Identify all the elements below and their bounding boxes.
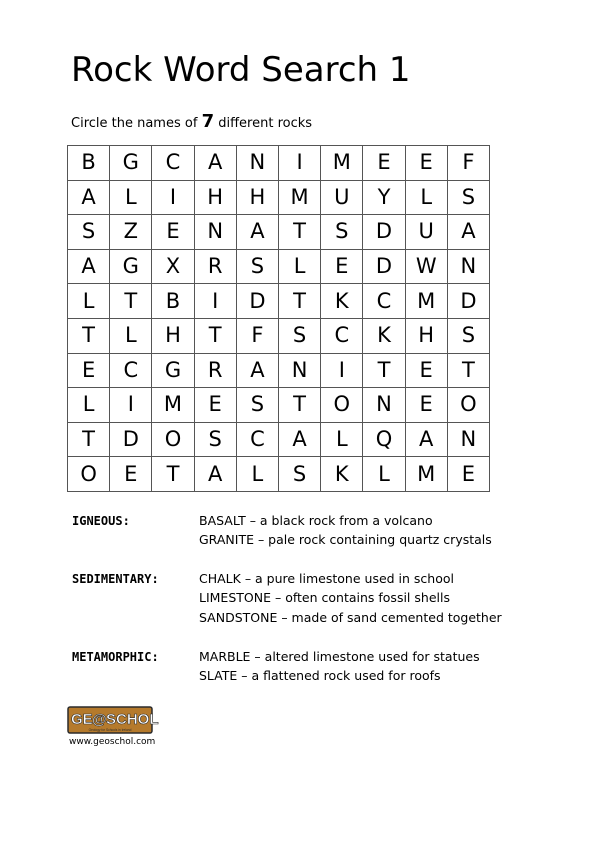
grid-cell[interactable]: E (195, 388, 237, 423)
grid-cell[interactable]: R (195, 250, 237, 285)
grid-cell[interactable]: T (68, 319, 110, 354)
grid-cell[interactable]: Z (110, 215, 152, 250)
grid-cell[interactable]: O (68, 457, 110, 492)
grid-cell[interactable]: C (152, 146, 194, 181)
grid-cell[interactable]: A (68, 250, 110, 285)
definition-basalt: BASALT – a black rock from a volcano (199, 513, 433, 528)
grid-cell[interactable]: N (279, 354, 321, 389)
grid-cell[interactable]: W (406, 250, 448, 285)
grid-cell[interactable]: B (152, 284, 194, 319)
grid-cell[interactable]: A (406, 423, 448, 458)
grid-cell[interactable]: K (321, 284, 363, 319)
category-sedimentary: SEDIMENTARY: (72, 572, 159, 586)
grid-cell[interactable]: C (110, 354, 152, 389)
definition-granite: GRANITE – pale rock containing quartz crystals (199, 532, 492, 547)
grid-cell[interactable]: C (321, 319, 363, 354)
grid-cell[interactable]: M (406, 457, 448, 492)
grid-cell[interactable]: S (237, 388, 279, 423)
grid-cell[interactable]: H (406, 319, 448, 354)
instruction-text-before: Circle the names of (71, 116, 198, 131)
grid-cell[interactable]: E (68, 354, 110, 389)
grid-cell[interactable]: E (448, 457, 490, 492)
grid-cell[interactable]: L (110, 319, 152, 354)
grid-cell[interactable]: S (321, 215, 363, 250)
grid-cell[interactable]: K (321, 457, 363, 492)
word-search-grid (67, 145, 490, 492)
grid-cell[interactable]: B (68, 146, 110, 181)
grid-cell[interactable]: M (321, 146, 363, 181)
grid-cell[interactable]: G (110, 250, 152, 285)
grid-cell[interactable]: A (237, 215, 279, 250)
grid-cell[interactable]: E (406, 146, 448, 181)
grid-cell[interactable]: O (321, 388, 363, 423)
grid-cell[interactable]: Y (363, 181, 405, 216)
grid-cell[interactable]: D (363, 215, 405, 250)
logo-text-right: SCHOL (106, 711, 159, 728)
definition-sandstone: SANDSTONE – made of sand cemented together (199, 610, 502, 625)
grid-cell[interactable]: A (237, 354, 279, 389)
grid-cell[interactable]: F (448, 146, 490, 181)
grid-cell[interactable]: S (68, 215, 110, 250)
grid-cell[interactable]: D (363, 250, 405, 285)
grid-cell[interactable]: E (321, 250, 363, 285)
grid-cell[interactable]: A (195, 146, 237, 181)
definition-limestone: LIMESTONE – often contains fossil shells (199, 590, 450, 605)
grid-cell[interactable]: E (110, 457, 152, 492)
instruction-text-after: different rocks (218, 116, 313, 131)
grid-cell[interactable]: L (321, 423, 363, 458)
grid-cell[interactable]: I (321, 354, 363, 389)
grid-cell[interactable]: X (152, 250, 194, 285)
grid-cell[interactable]: N (237, 146, 279, 181)
grid-cell[interactable]: T (279, 215, 321, 250)
logo-at-symbol: @ (92, 711, 107, 728)
grid-cell[interactable]: K (363, 319, 405, 354)
rock-count: 7 (201, 111, 215, 132)
grid-cell[interactable]: A (195, 457, 237, 492)
grid-cell[interactable]: T (110, 284, 152, 319)
grid-cell[interactable]: G (152, 354, 194, 389)
grid-cell[interactable]: L (279, 250, 321, 285)
definition-chalk: CHALK – a pure limestone used in school (199, 571, 454, 586)
grid-cell[interactable]: E (406, 354, 448, 389)
category-igneous: IGNEOUS: (72, 514, 130, 528)
grid-cell[interactable]: H (152, 319, 194, 354)
grid-cell[interactable]: S (279, 457, 321, 492)
grid-cell[interactable]: D (448, 284, 490, 319)
grid-cell[interactable]: T (68, 423, 110, 458)
grid-cell[interactable]: S (448, 319, 490, 354)
grid-cell[interactable]: E (152, 215, 194, 250)
definition-slate: SLATE – a flattened rock used for roofs (199, 668, 441, 683)
grid-cell[interactable]: S (279, 319, 321, 354)
grid-cell[interactable]: M (406, 284, 448, 319)
grid-cell[interactable]: S (237, 250, 279, 285)
grid-cell[interactable]: M (279, 181, 321, 216)
grid-cell[interactable]: L (237, 457, 279, 492)
grid-cell[interactable]: H (237, 181, 279, 216)
grid-cell[interactable]: N (448, 423, 490, 458)
grid-cell[interactable]: T (279, 284, 321, 319)
grid-cell[interactable]: C (237, 423, 279, 458)
grid-cell[interactable]: C (363, 284, 405, 319)
grid-cell[interactable]: G (110, 146, 152, 181)
category-metamorphic: METAMORPHIC: (72, 650, 159, 664)
grid-cell[interactable]: D (237, 284, 279, 319)
instructions (71, 112, 312, 134)
logo-tagline: Geology for Schools in Ireland (88, 728, 132, 732)
grid-cell[interactable]: T (279, 388, 321, 423)
grid-cell[interactable]: D (110, 423, 152, 458)
grid-cell[interactable]: O (152, 423, 194, 458)
grid-cell[interactable]: H (195, 181, 237, 216)
grid-cell[interactable]: N (195, 215, 237, 250)
grid-cell[interactable]: M (152, 388, 194, 423)
grid-cell[interactable]: A (279, 423, 321, 458)
grid-cell[interactable]: L (406, 181, 448, 216)
grid-cell[interactable]: Q (363, 423, 405, 458)
geoschol-logo (68, 707, 159, 733)
grid-cell[interactable]: E (363, 146, 405, 181)
grid-cell[interactable]: T (195, 319, 237, 354)
grid-cell[interactable]: A (68, 181, 110, 216)
grid-cell[interactable]: I (279, 146, 321, 181)
grid-cell[interactable]: N (448, 250, 490, 285)
grid-cell[interactable]: S (448, 181, 490, 216)
grid-cell[interactable]: L (110, 181, 152, 216)
grid-cell[interactable]: S (195, 423, 237, 458)
grid-cell[interactable]: E (406, 388, 448, 423)
grid-cell[interactable]: O (448, 388, 490, 423)
grid-cell[interactable]: I (195, 284, 237, 319)
grid-cell[interactable]: U (406, 215, 448, 250)
grid-cell[interactable]: I (110, 388, 152, 423)
grid-cell[interactable]: T (448, 354, 490, 389)
grid-cell[interactable]: L (363, 457, 405, 492)
page-title: Rock Word Search 1 (71, 50, 411, 90)
grid-cell[interactable]: L (68, 388, 110, 423)
grid-cell[interactable]: N (363, 388, 405, 423)
grid-cell[interactable]: L (68, 284, 110, 319)
definition-marble: MARBLE – altered limestone used for statues (199, 649, 480, 664)
grid-cell[interactable]: U (321, 181, 363, 216)
grid-cell[interactable]: F (237, 319, 279, 354)
grid-cell[interactable]: T (363, 354, 405, 389)
grid-cell[interactable]: T (152, 457, 194, 492)
grid-cell[interactable]: A (448, 215, 490, 250)
website-url: www.geoschol.com (69, 737, 156, 747)
logo-text-left: GE (71, 711, 93, 728)
grid-cell[interactable]: R (195, 354, 237, 389)
grid-cell[interactable]: I (152, 181, 194, 216)
